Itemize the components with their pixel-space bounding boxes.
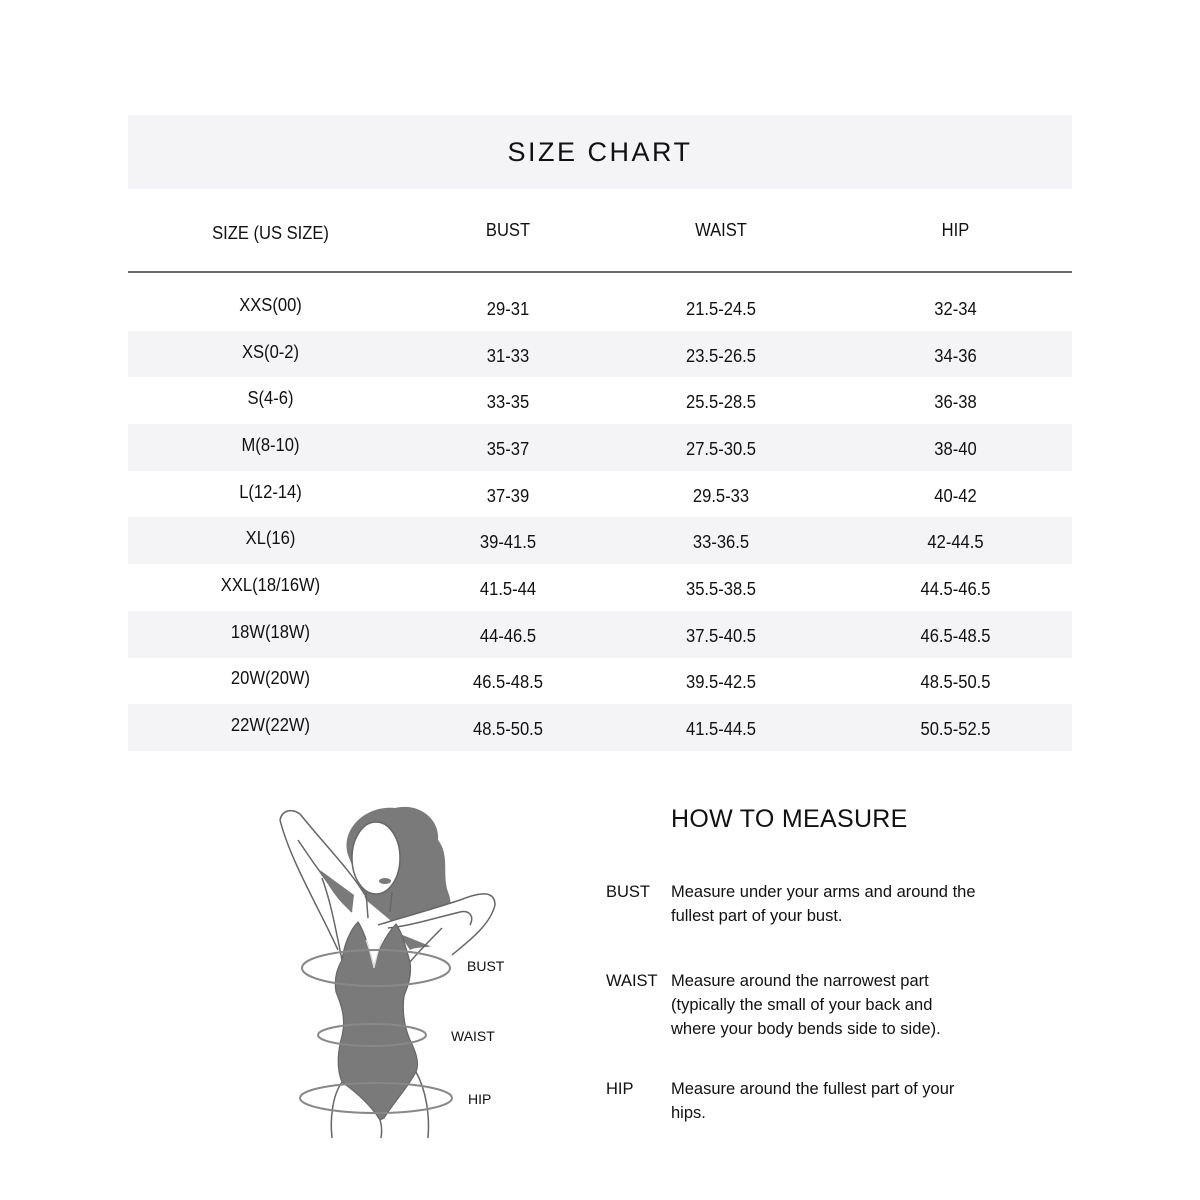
cell-hip: 42-44.5 — [927, 532, 984, 553]
cell-bust: 48.5-50.5 — [473, 719, 543, 740]
measure-label: WAIST — [606, 972, 658, 990]
cell-hip: 48.5-50.5 — [920, 672, 991, 693]
measure-label: BUST — [606, 883, 651, 901]
cell-waist: 27.5-30.5 — [686, 438, 756, 459]
cell-waist: 25.5-28.5 — [686, 392, 756, 413]
table-header — [128, 189, 1072, 273]
table-row — [128, 331, 1072, 378]
measure-item-hip — [606, 1077, 956, 1125]
figure-label-bust: BUST — [467, 958, 505, 974]
cell-size: XXL(18/16W) — [220, 574, 321, 595]
cell-bust: 44-46.5 — [479, 625, 537, 646]
cell-hip: 34-36 — [934, 345, 977, 366]
table-row — [128, 424, 1072, 471]
size-chart-title-band — [128, 115, 1072, 189]
table-row — [128, 471, 1072, 518]
cell-waist: 33-36.5 — [692, 532, 750, 553]
how-to-measure-title: HOW TO MEASURE — [671, 805, 908, 833]
cell-hip: 36-38 — [934, 392, 977, 413]
cell-size: S(4-6) — [247, 388, 294, 409]
cell-hip: 32-34 — [934, 298, 977, 319]
measure-label: HIP — [606, 1080, 634, 1098]
table-row — [128, 284, 1072, 331]
how-to-measure-section — [606, 805, 1026, 1122]
column-header-waist: WAIST — [695, 219, 747, 240]
table-row — [128, 377, 1072, 424]
size-chart-title: SIZE CHART — [507, 136, 693, 167]
cell-bust: 41.5-44 — [479, 578, 537, 599]
cell-hip: 44.5-46.5 — [920, 578, 991, 599]
cell-waist: 35.5-38.5 — [686, 578, 756, 599]
figure-label-waist: WAIST — [451, 1028, 495, 1044]
cell-hip: 46.5-48.5 — [920, 625, 991, 646]
cell-bust: 39-41.5 — [479, 532, 537, 553]
size-chart — [128, 115, 1072, 751]
cell-bust: 29-31 — [486, 298, 530, 319]
cell-waist: 39.5-42.5 — [686, 672, 756, 693]
table-row — [128, 517, 1072, 564]
cell-size: XXS(00) — [239, 294, 302, 315]
cell-size: 20W(20W) — [230, 668, 311, 689]
column-header-size: SIZE (US SIZE) — [212, 222, 329, 243]
cell-bust: 33-35 — [486, 392, 530, 413]
table-row — [128, 564, 1072, 611]
cell-bust: 35-37 — [486, 438, 530, 459]
table-row — [128, 704, 1072, 751]
cell-hip: 50.5-52.5 — [920, 719, 991, 740]
measure-item-waist — [606, 969, 971, 1041]
cell-bust: 37-39 — [486, 485, 530, 506]
cell-hip: 40-42 — [934, 485, 977, 506]
cell-size: 18W(18W) — [230, 621, 311, 642]
cell-waist: 23.5-26.5 — [686, 345, 756, 366]
cell-size: XL(16) — [245, 528, 296, 549]
cell-waist: 37.5-40.5 — [686, 625, 756, 646]
measure-text: Measure around the fullest part of your hips. — [671, 1080, 955, 1122]
table-row — [128, 611, 1072, 658]
cell-waist: 41.5-44.5 — [686, 719, 756, 740]
column-header-hip: HIP — [941, 219, 970, 240]
table-row — [128, 658, 1072, 705]
table-body — [128, 284, 1072, 751]
cell-hip: 38-40 — [934, 438, 977, 459]
cell-waist: 21.5-24.5 — [686, 298, 756, 319]
cell-bust: 31-33 — [486, 345, 530, 366]
cell-waist: 29.5-33 — [692, 485, 750, 506]
measurement-illustration — [270, 800, 530, 1140]
cell-size: L(12-14) — [239, 481, 302, 502]
cell-size: 22W(22W) — [230, 715, 311, 736]
cell-bust: 46.5-48.5 — [473, 672, 543, 693]
column-header-bust: BUST — [485, 219, 531, 240]
cell-size: XS(0-2) — [241, 341, 300, 362]
measure-item-bust — [606, 880, 991, 928]
figure-label-hip: HIP — [468, 1091, 492, 1107]
measure-text: Measure around the narrowest part (typically the small of your back and where your body bends side to side). — [671, 972, 941, 1038]
cell-size: M(8-10) — [241, 434, 300, 455]
measure-text: Measure under your arms and around the fullest part of your bust. — [671, 883, 976, 925]
